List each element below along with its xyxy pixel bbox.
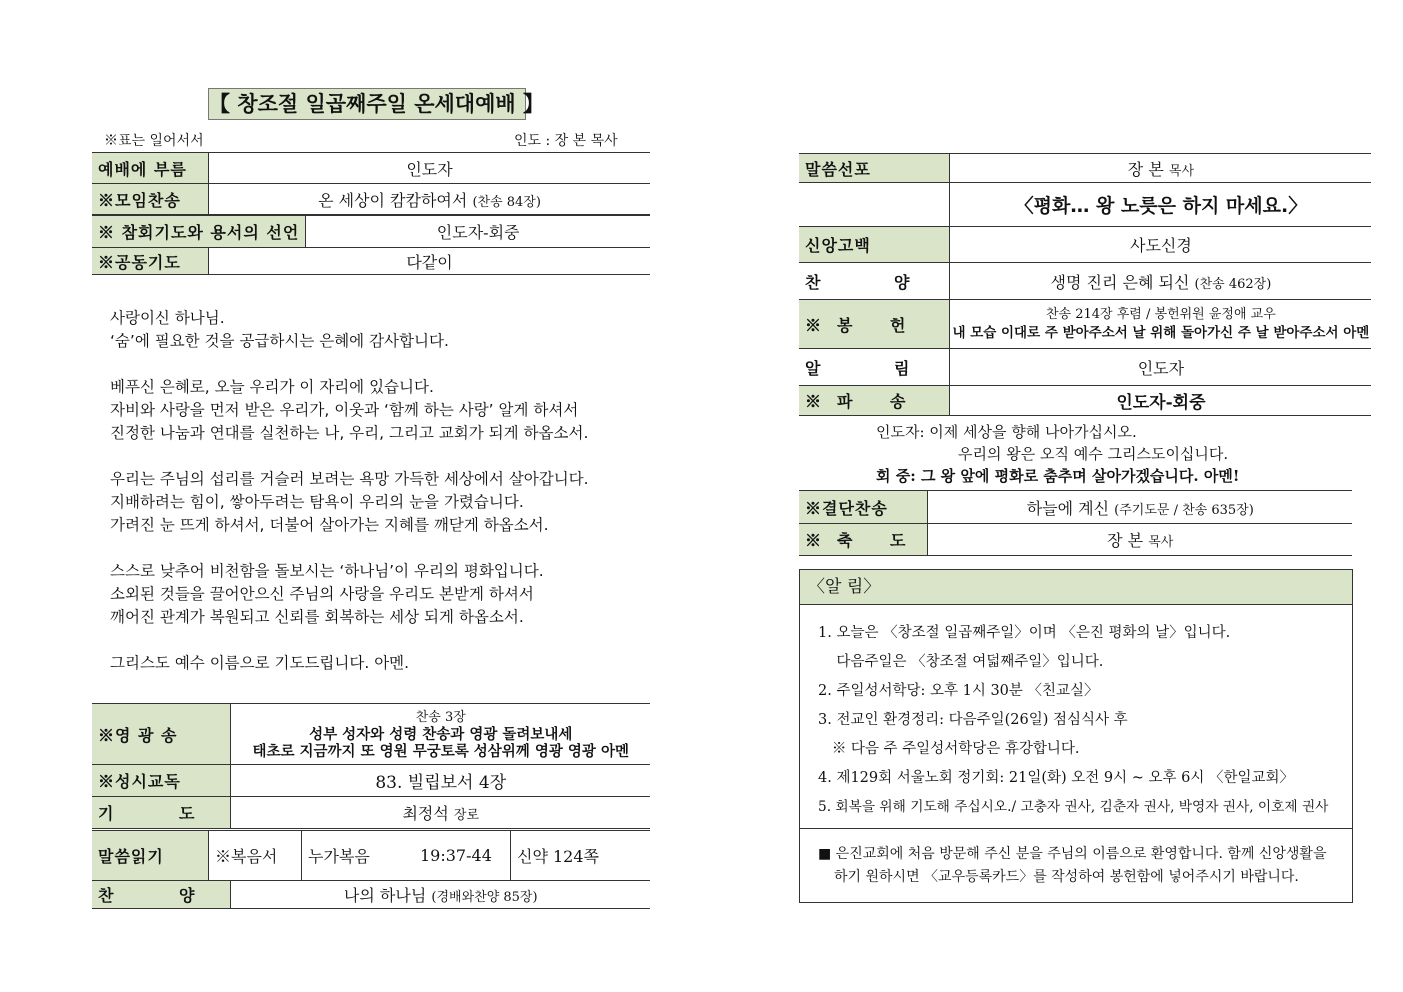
order-row — [92, 153, 650, 184]
order-row — [92, 184, 650, 215]
order-label: ※모임찬송 — [92, 184, 209, 215]
praise-number: (경배와찬양 85장) — [431, 890, 538, 905]
hymn-title: 온 세상이 캄캄하여서 — [318, 190, 468, 210]
prayer-line: 자비와 사랑을 먼저 받은 우리가, 이웃과 ‘함께 하는 사랑’ 알게 하셔서 — [110, 401, 579, 419]
order-row — [799, 154, 1371, 183]
stand-note: ※표는 일어서서 — [104, 133, 204, 149]
right-order-bottom — [799, 490, 1352, 556]
order-table-confession — [92, 215, 650, 248]
notice-box — [799, 569, 1353, 903]
notice-item: 2. 주일성서학당: 오후 1시 30분 〈친교실〉 — [818, 683, 1099, 699]
prayer-line: 우리는 주님의 섭리를 거슬러 보려는 욕망 가득한 세상에서 살아갑니다. — [110, 470, 589, 488]
order-table-top — [92, 152, 650, 215]
praise-title: 나의 하나님 — [343, 886, 427, 905]
gospel-cell: ※복음서 — [209, 831, 302, 881]
order-value — [950, 300, 1371, 349]
preacher: 장 본 — [1127, 159, 1164, 179]
order-row — [92, 765, 650, 797]
order-label: 신앙고백 — [799, 227, 950, 263]
order-row — [799, 263, 1371, 300]
order-value — [231, 881, 650, 909]
order-row — [799, 227, 1371, 263]
order-value — [231, 797, 650, 829]
preacher-title: 목사 — [1168, 163, 1195, 179]
order-label: 말씀읽기 — [92, 831, 209, 881]
order-row — [92, 797, 650, 829]
prayer-line: 지배하려는 힘이, 쌓아두려는 탐욕이 우리의 눈을 가렸습니다. — [110, 493, 524, 511]
gloria-line: 성부 성자와 성령 찬송과 영광 돌려보내세 — [309, 725, 573, 743]
prayer-leader: 최정석 — [402, 804, 449, 823]
order-row — [799, 524, 1352, 556]
sending-response: 회 중: 그 왕 앞에 평화로 춤추며 살아가겠습니다. 아멘! — [876, 467, 1240, 485]
order-value: 인도자 — [950, 349, 1371, 386]
page-title: 【 창조절 일곱째주일 온세대예배 】 — [208, 88, 526, 120]
notice-item: 다음주일은 〈창조절 여덟째주일〉입니다. — [818, 654, 1104, 670]
welcome-line: ■ 은진교회에 처음 방문해 주신 분을 주님의 이름으로 환영합니다. 함께 신앙생활을 — [818, 846, 1327, 862]
notice-heading: 〈알 림〉 — [800, 570, 1352, 605]
order-label: ※영 광 송 — [92, 704, 231, 765]
offering-info: 찬송 214장 후렴 / 봉헌위원 윤정애 교우 — [1046, 307, 1276, 322]
gloria-table — [92, 703, 650, 829]
prayer-text — [110, 307, 589, 675]
order-value — [928, 524, 1352, 556]
prayer-line: 스스로 낮추어 비천함을 돌보시는 ‘하나님’이 우리의 평화입니다. — [110, 562, 544, 580]
order-value — [209, 184, 651, 215]
order-label: 말씀선포 — [799, 154, 950, 183]
prayer-line: 베푸신 은혜로, 오늘 우리가 이 자리에 있습니다. — [110, 378, 434, 396]
blessing-pastor: 장 본 — [1107, 531, 1144, 550]
order-row — [799, 300, 1371, 349]
order-row — [92, 704, 650, 765]
leader-note: 인도 : 장 본 목사 — [514, 133, 618, 149]
order-label: ※ 참회기도와 용서의 선언 — [92, 216, 306, 248]
sending-line: 우리의 왕은 오직 예수 그리스도이십니다. — [958, 445, 1229, 463]
order-value — [928, 491, 1352, 524]
prayer-line — [110, 629, 589, 652]
scripture-table — [92, 830, 650, 881]
order-value: 사도신경 — [950, 227, 1371, 263]
order-value — [231, 704, 650, 765]
welcome-note — [800, 828, 1352, 889]
notice-item: 5. 회복을 위해 기도해 주십시오./ 고충자 권사, 김춘자 권사, 박영자 권사, 이호제 권사 — [818, 799, 1329, 815]
order-table-prayer — [92, 247, 650, 275]
praise-number: (찬송 462장) — [1194, 276, 1272, 292]
blank-label — [799, 183, 950, 227]
order-value — [950, 263, 1371, 300]
notice-item: 3. 전교인 환경정리: 다음주일(26일) 점심식사 후 — [818, 712, 1128, 728]
book-cell: 누가복음 — [302, 831, 415, 881]
prayer-line: 진정한 나눔과 연대를 실천하는 나, 우리, 그리고 교회가 되게 하옵소서. — [110, 424, 589, 442]
order-label: ※성시교독 — [92, 765, 231, 797]
praise-table-left — [92, 880, 650, 909]
order-value: 인도자-회중 — [950, 386, 1371, 416]
verse-cell: 19:37-44 — [414, 831, 511, 881]
welcome-line: 하기 원하시면 〈교우등록카드〉를 작성하여 봉헌함에 넣어주시기 바랍니다. — [834, 869, 1299, 885]
order-label: ※공동기도 — [92, 248, 209, 275]
prayer-line: ‘숨’에 필요한 것을 공급하시는 은혜에 감사합니다. — [110, 332, 449, 350]
decision-title: 하늘에 계신 — [1026, 498, 1110, 518]
right-order-table — [799, 153, 1371, 416]
prayer-line — [110, 445, 589, 468]
order-label: ※축 도 — [799, 524, 928, 556]
prayer-leader-title: 장로 — [453, 808, 480, 823]
notice-item: ※ 다음 주 주일성서학당은 휴강합니다. — [818, 741, 1080, 757]
prayer-line: 가려진 눈 뜨게 하셔서, 더불어 살아가는 지혜를 깨닫게 하옵소서. — [110, 516, 549, 534]
order-row — [799, 491, 1352, 524]
page-cell: 신약 124쪽 — [511, 831, 651, 881]
order-row — [92, 881, 650, 909]
order-row — [799, 183, 1371, 227]
order-value: 인도자 — [209, 153, 651, 184]
prayer-line: 사랑이신 하나님. — [110, 309, 225, 327]
prayer-line — [110, 353, 589, 376]
notice-item: 1. 오늘은 〈창조절 일곱째주일〉이며 〈은진 평화의 날〉입니다. — [818, 625, 1231, 641]
decision-number: (주기도문 / 찬송 635장) — [1114, 502, 1254, 518]
order-label: ※파 송 — [799, 386, 950, 416]
notice-item: 4. 제129회 서울노회 정기회: 21일(화) 오전 9시 ~ 오후 6시 〈한일교회〉 — [818, 770, 1294, 786]
prayer-line — [110, 537, 589, 560]
order-row — [92, 831, 650, 881]
offering-lyrics: 내 모습 이대로 주 받아주소서 날 위해 돌아가신 주 날 받아주소서 아멘 — [952, 325, 1370, 341]
order-value: 다같이 — [209, 248, 651, 275]
gloria-line: 태초로 지금까지 또 영원 무궁토록 성삼위께 영광 영광 아멘 — [252, 742, 630, 760]
prayer-line: 소외된 것들을 끌어안으신 주님의 사랑을 우리도 본받게 하셔서 — [110, 585, 534, 603]
sending-line: 인도자: 이제 세상을 향해 나아가십시오. — [876, 423, 1137, 441]
order-row — [92, 216, 650, 248]
gloria-hymn: 찬송 3장 — [415, 709, 466, 725]
order-label: ※결단찬송 — [799, 491, 928, 524]
order-value — [950, 154, 1371, 183]
prayer-line: 깨어진 관계가 복원되고 신뢰를 회복하는 세상 되게 하옵소서. — [110, 608, 524, 626]
hymn-number: (찬송 84장) — [472, 194, 541, 210]
order-value: 인도자-회중 — [306, 216, 650, 248]
sermon-title: 〈평화… 왕 노릇은 하지 마세요.〉 — [950, 183, 1371, 227]
order-row — [799, 349, 1371, 386]
order-label: 찬 양 — [799, 263, 950, 300]
praise-title: 생명 진리 은혜 되신 — [1050, 272, 1190, 292]
order-value: 83. 빌립보서 4장 — [231, 765, 650, 797]
prayer-line: 그리스도 예수 이름으로 기도드립니다. 아멘. — [110, 654, 410, 672]
order-row — [799, 386, 1371, 416]
order-label: 기 도 — [92, 797, 231, 829]
sending-text — [876, 421, 1239, 487]
order-label: ※봉 헌 — [799, 300, 950, 349]
order-label: 예배에 부름 — [92, 153, 209, 184]
order-label: 찬 양 — [92, 881, 231, 909]
notice-list — [800, 605, 1352, 822]
order-label: 알 림 — [799, 349, 950, 386]
order-row — [92, 248, 650, 275]
blessing-title: 목사 — [1148, 535, 1174, 550]
